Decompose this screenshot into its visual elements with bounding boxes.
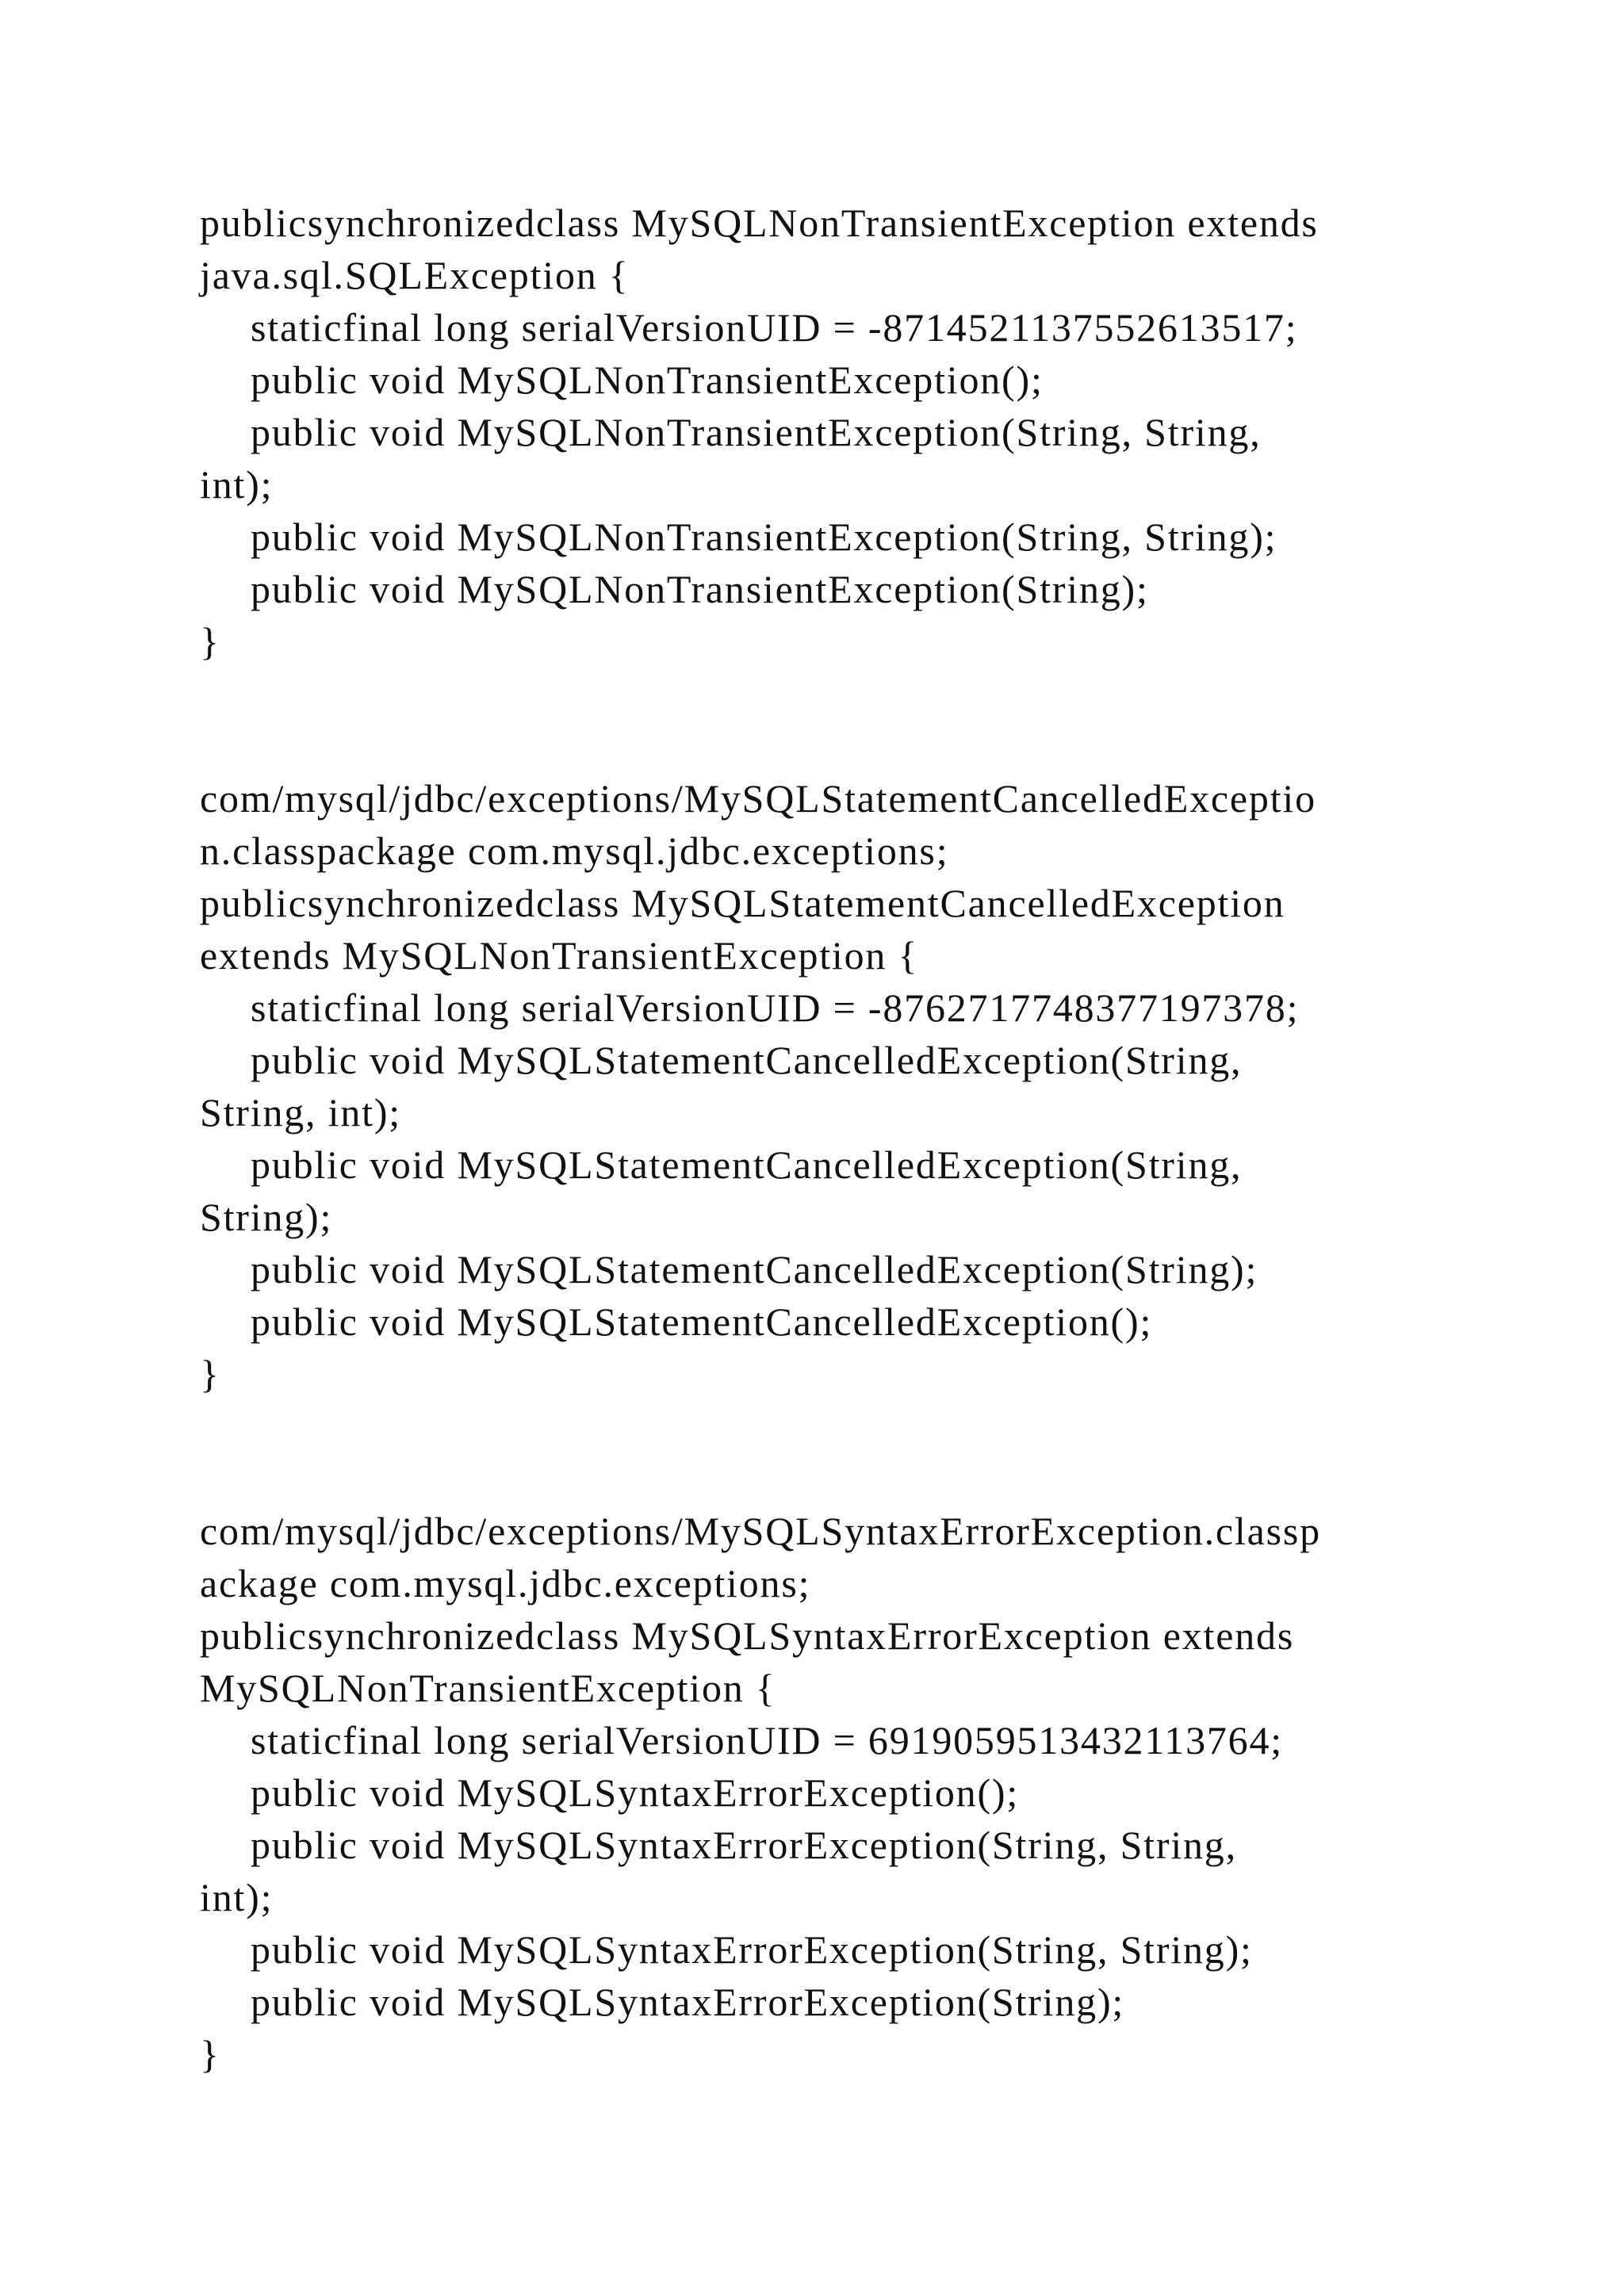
code-line: staticfinal long serialVersionUID = -8714521137552613517; xyxy=(251,305,1298,350)
code-line: } xyxy=(200,2032,220,2076)
code-line: public void MySQLStatementCancelledException(); xyxy=(251,1299,1153,1344)
code-line: public void MySQLStatementCancelledException(String); xyxy=(251,1247,1258,1292)
code-line: publicsynchronizedclass MySQLNonTransientException extends xyxy=(200,201,1319,245)
code-line: java.sql.SQLException { xyxy=(200,253,630,297)
code-line: com/mysql/jdbc/exceptions/MySQLStatementCancelledExceptio xyxy=(200,776,1316,821)
code-line: publicsynchronizedclass MySQLSyntaxErrorException extends xyxy=(200,1613,1295,1658)
code-line: n.classpackage com.mysql.jdbc.exceptions; xyxy=(200,828,949,873)
code-line: public void MySQLStatementCancelledException(String, xyxy=(251,1038,1243,1082)
code-line: public void MySQLNonTransientException(); xyxy=(251,358,1044,402)
code-line: String, int); xyxy=(200,1090,401,1135)
code-line: ackage com.mysql.jdbc.exceptions; xyxy=(200,1561,811,1605)
code-line: public void MySQLSyntaxErrorException(String, String); xyxy=(251,1927,1253,1972)
code-line: com/mysql/jdbc/exceptions/MySQLSyntaxErrorException.classp xyxy=(200,1509,1321,1553)
code-line: publicsynchronizedclass MySQLStatementCancelledException xyxy=(200,881,1285,925)
code-line: staticfinal long serialVersionUID = 6919059513432113764; xyxy=(251,1718,1283,1762)
code-line: public void MySQLNonTransientException(String, String); xyxy=(251,515,1277,559)
code-line: public void MySQLSyntaxErrorException(String); xyxy=(251,1980,1125,2024)
code-line: public void MySQLSyntaxErrorException(String, String, xyxy=(251,1823,1237,1867)
code-line: extends MySQLNonTransientException { xyxy=(200,933,919,978)
code-line: public void MySQLNonTransientException(String, String, xyxy=(251,410,1262,454)
code-line: public void MySQLStatementCancelledException(String, xyxy=(251,1142,1243,1187)
code-line: } xyxy=(200,619,220,664)
code-line: staticfinal long serialVersionUID = -8762717748377197378; xyxy=(251,985,1300,1030)
code-line: MySQLNonTransientException { xyxy=(200,1666,776,1710)
code-line: String); xyxy=(200,1195,333,1239)
code-line: int); xyxy=(200,462,274,507)
code-line: int); xyxy=(200,1875,274,1919)
code-line: public void MySQLSyntaxErrorException(); xyxy=(251,1770,1020,1815)
code-line: } xyxy=(200,1352,220,1396)
code-line: public void MySQLNonTransientException(String); xyxy=(251,567,1149,611)
